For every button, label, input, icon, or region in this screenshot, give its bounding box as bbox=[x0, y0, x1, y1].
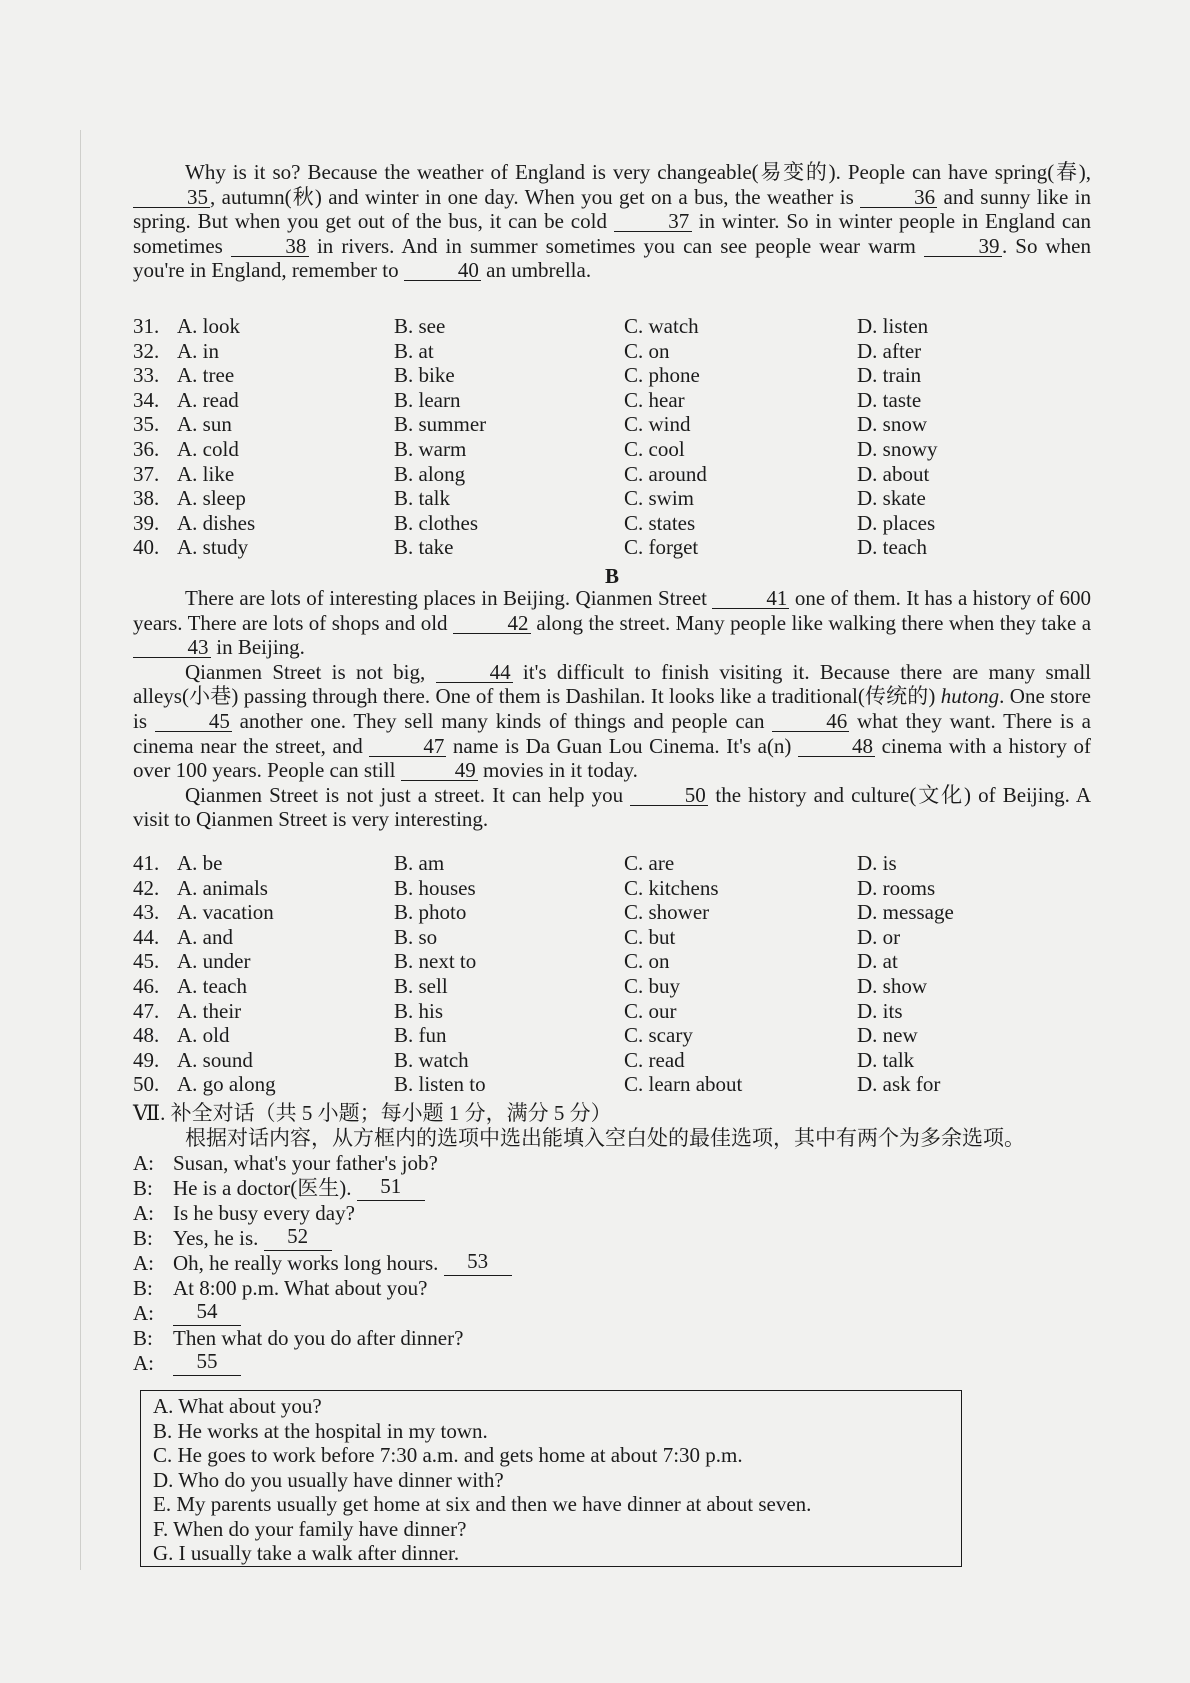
option-row: 35. A. sun B. summer C. wind D. snow bbox=[133, 412, 928, 437]
dialogue-line: B: Yes, he is. 52 bbox=[133, 1226, 1091, 1251]
dialogue-line: A: Is he busy every day? bbox=[133, 1201, 355, 1225]
option-row: 44. A. and B. so C. but D. or bbox=[133, 924, 901, 949]
passage-b-paragraph-2: Qianmen Street is not big, 44 it's difficult to finish visiting it. Because there are many small alleys(小巷) passing through there. One of them is Dashilan. It looks like a traditional(传统的) hutong. One store is 45 another one. They sell many kinds of things and people can 46 what they want. There is a cinema near the street, and 47 name is Da Guan Lou Cinema. It's a(n) 48 cinema with a history of over 100 years. People can still 49 movies in it today. bbox=[133, 659, 1091, 783]
passage-a bbox=[133, 160, 1091, 283]
blank-41: 41 bbox=[712, 588, 789, 609]
option-row: 36. A. cold B. warm C. cool D. snowy bbox=[133, 436, 938, 461]
section-7 bbox=[133, 1101, 1091, 1150]
choice-item: F. When do your family have dinner? bbox=[153, 1516, 467, 1541]
margin-line bbox=[80, 130, 81, 1570]
option-row: 49. A. sound B. watch C. read D. talk bbox=[133, 1047, 915, 1072]
options-31-40 bbox=[133, 314, 1091, 560]
option-row: 37. A. like B. along C. around D. about bbox=[133, 461, 930, 486]
blank-45: 45 bbox=[155, 711, 232, 732]
option-row: 43. A. vacation B. photo C. shower D. message bbox=[133, 900, 954, 925]
option-row: 48. A. old B. fun C. scary D. new bbox=[133, 1023, 918, 1048]
section-b-heading bbox=[133, 564, 1091, 586]
blank-53: 53 bbox=[444, 1251, 512, 1276]
option-row: 50. A. go along B. listen to C. learn about D. ask for bbox=[133, 1072, 941, 1097]
option-row: 45. A. under B. next to C. on D. at bbox=[133, 949, 898, 974]
choice-item: D. Who do you usually have dinner with? bbox=[153, 1467, 504, 1492]
dialogue-line: B: At 8:00 p.m. What about you? bbox=[133, 1276, 428, 1300]
choice-item: E. My parents usually get home at six and then we have dinner at about seven. bbox=[153, 1492, 812, 1516]
section-label: B bbox=[604, 564, 619, 588]
option-row: 39. A. dishes B. clothes C. states D. places bbox=[133, 510, 936, 535]
dialogue-line: B: Then what do you do after dinner? bbox=[133, 1326, 464, 1350]
blank-54: 54 bbox=[173, 1301, 241, 1326]
section-7-instruction: 根据对话内容，从方框内的选项中选出能填入空白处的最佳选项，其中有两个为多余选项。 bbox=[185, 1125, 1025, 1150]
choice-item: A. What about you? bbox=[153, 1394, 322, 1418]
section-7-title: Ⅶ. 补全对话（共 5 小题；每小题 1 分，满分 5 分） bbox=[133, 1101, 612, 1125]
dialogue-line: A: Oh, he really works long hours. 53 bbox=[133, 1251, 1091, 1276]
option-row: 40. A. study B. take C. forget D. teach bbox=[133, 535, 927, 560]
dialogue-line: A: 54 bbox=[133, 1301, 1091, 1326]
blank-51: 51 bbox=[357, 1176, 425, 1201]
option-row: 38. A. sleep B. talk C. swim D. skate bbox=[133, 486, 926, 511]
choice-item: G. I usually take a walk after dinner. bbox=[153, 1541, 460, 1565]
dialogue-line: A: Susan, what's your father's job? bbox=[133, 1151, 438, 1175]
blank-35: 35 bbox=[133, 187, 210, 208]
option-row: 46. A. teach B. sell C. buy D. show bbox=[133, 973, 928, 998]
passage-a-paragraph: Why is it so? Because the weather of England is very changeable(易变的). People can have spring(春), 35, autumn(秋) and winter in one day. When you get on a bus, the weather is 36 and sunny like in spring. But when you get out of the bus, it can be cold 37 in winter. So in winter people in England can sometimes 38 in rivers. And in summer sometimes you can see people wear warm 39 . So when you're in England, remember to 40 an umbrella. bbox=[133, 160, 1092, 283]
blank-43: 43 bbox=[133, 637, 211, 658]
blank-37: 37 bbox=[614, 211, 692, 232]
choice-item: B. He works at the hospital in my town. bbox=[153, 1418, 488, 1443]
choices-box bbox=[140, 1390, 962, 1567]
dialogue-line: A: 55 bbox=[133, 1351, 1091, 1376]
option-row: 47. A. their B. his C. our D. its bbox=[133, 998, 903, 1023]
blank-46: 46 bbox=[772, 711, 849, 732]
blank-47: 47 bbox=[369, 736, 446, 757]
passage-b-paragraph-1: There are lots of interesting places in Beijing. Qianmen Street 41 one of them. It has a history of 600 years. There are lots of shops and old 42 along the street. Many people like walking there when they take a 43 in Beijing. bbox=[133, 586, 1092, 660]
option-row: 33. A. tree B. bike C. phone D. train bbox=[133, 363, 922, 388]
blank-50: 50 bbox=[630, 785, 708, 806]
blank-40: 40 bbox=[404, 260, 481, 281]
dialogue-line: B: He is a doctor(医生). 51 bbox=[133, 1176, 1091, 1201]
blank-55: 55 bbox=[173, 1351, 241, 1376]
blank-42: 42 bbox=[453, 613, 531, 634]
blank-39: 39 bbox=[924, 236, 1002, 257]
blank-38: 38 bbox=[231, 236, 309, 257]
options-41-50 bbox=[133, 851, 1091, 1097]
option-row: 42. A. animals B. houses C. kitchens D. rooms bbox=[133, 875, 936, 900]
blank-52: 52 bbox=[264, 1226, 332, 1251]
option-row: 41. A. be B. am C. are D. is bbox=[133, 851, 897, 875]
dialogue bbox=[133, 1151, 1091, 1376]
blank-49: 49 bbox=[401, 760, 478, 781]
option-row: 34. A. read B. learn C. hear D. taste bbox=[133, 387, 922, 412]
option-row: 32. A. in B. at C. on D. after bbox=[133, 338, 922, 363]
passage-b bbox=[133, 586, 1091, 832]
blank-44: 44 bbox=[436, 662, 513, 683]
blank-36: 36 bbox=[860, 187, 937, 208]
choice-item: C. He goes to work before 7:30 a.m. and gets home at about 7:30 p.m. bbox=[153, 1443, 743, 1467]
option-row: 31. A. look B. see C. watch D. listen bbox=[133, 314, 929, 338]
passage-b-paragraph-3: Qianmen Street is not just a street. It can help you 50 the history and culture(文化) of Beijing. A visit to Qianmen Street is very interesting. bbox=[133, 782, 1091, 832]
blank-48: 48 bbox=[798, 736, 875, 757]
